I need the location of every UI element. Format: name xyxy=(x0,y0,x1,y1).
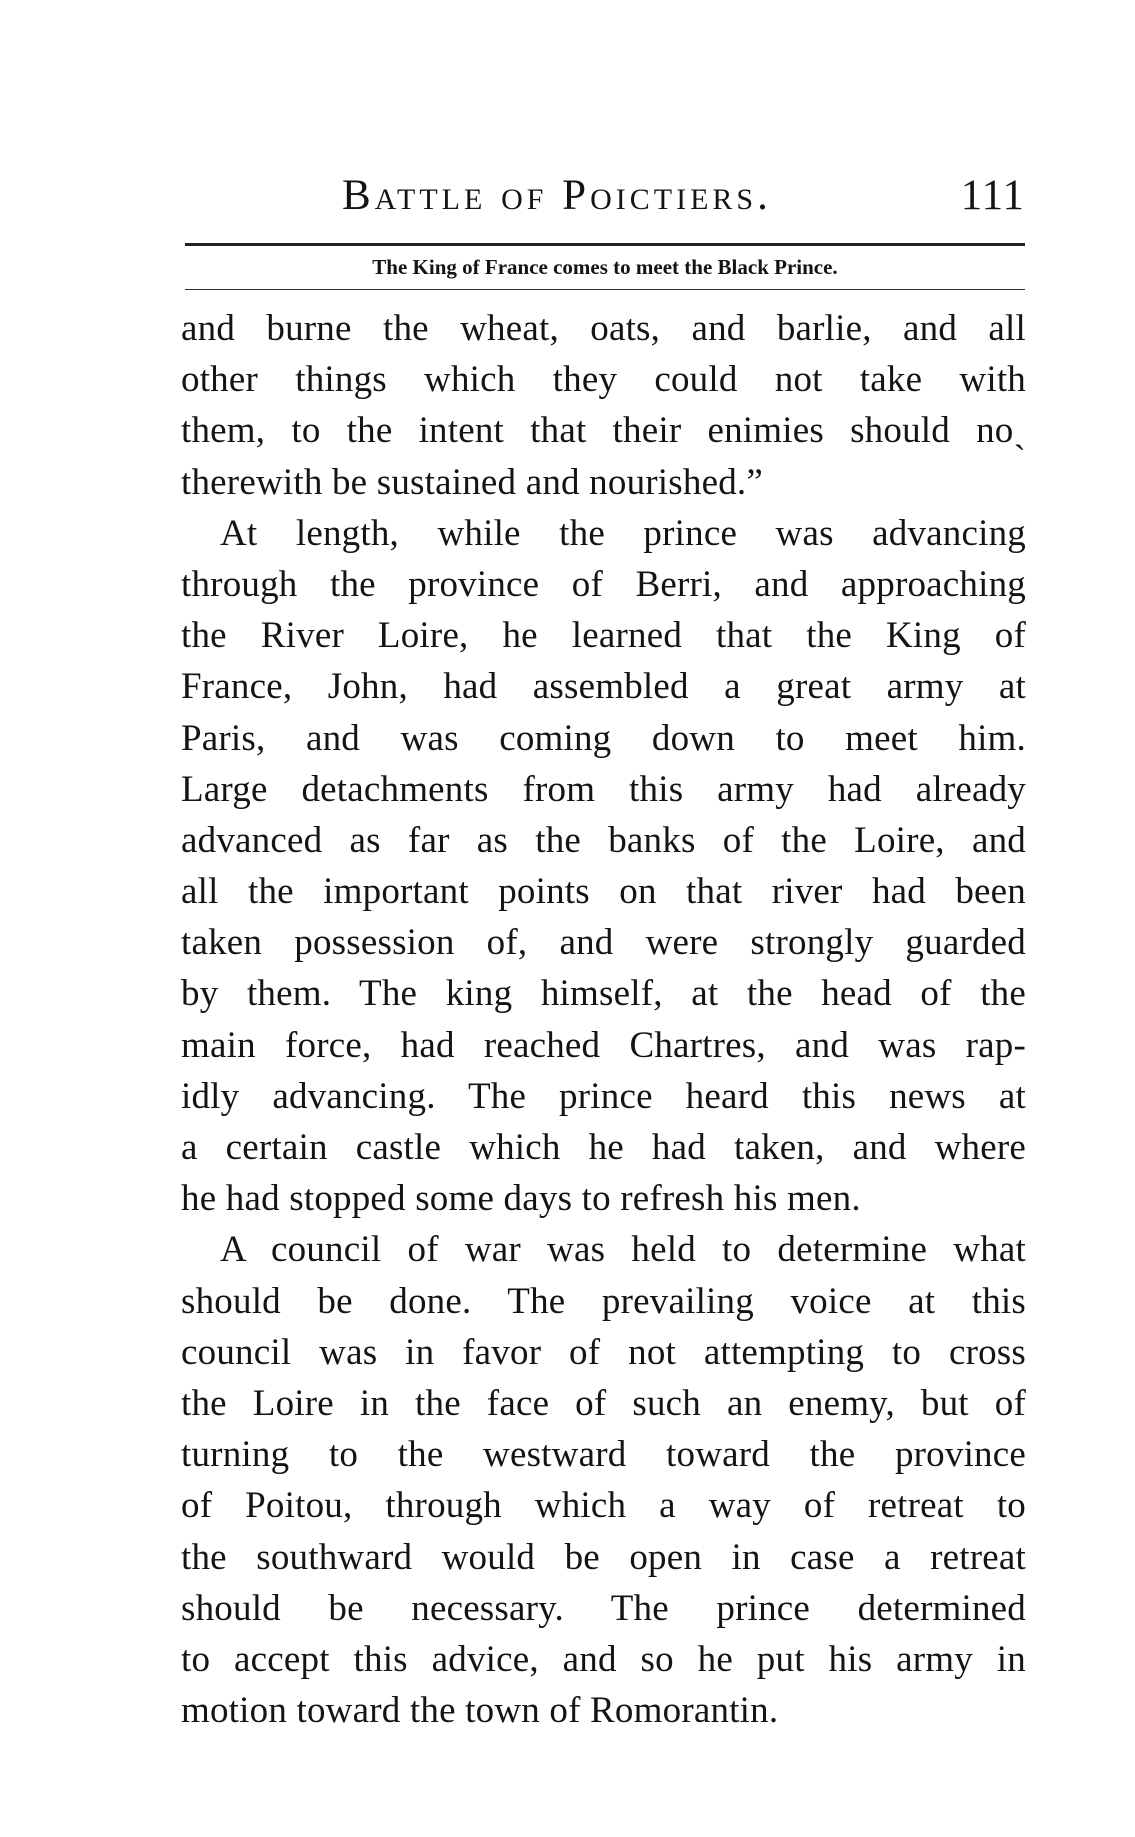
text-line: motion toward the town of Romorantin. xyxy=(181,1690,779,1732)
text-line: turning to the westward toward the province xyxy=(181,1434,1026,1476)
text-line: all the important points on that river had been xyxy=(181,871,1026,913)
text-line: Large detachments from this army had already xyxy=(181,768,1026,810)
running-title: Battle of Poictiers. xyxy=(342,172,772,219)
text-line: therewith be sustained and nourished.” xyxy=(181,461,763,503)
text-line: a certain castle which he had taken, and where xyxy=(181,1127,1026,1168)
text-line: them, to the intent that their enimies should noˎ xyxy=(181,410,1026,452)
text-line: taken possession of, and were strongly guarded xyxy=(181,922,1026,964)
paragraph-3 xyxy=(181,1224,1026,1736)
text-line: by them. The king himself, at the head of the xyxy=(181,973,1026,1015)
body-text xyxy=(181,303,1026,1736)
text-line: advanced as far as the banks of the Loire, and xyxy=(181,819,1026,861)
text-line: he had stopped some days to refresh his men. xyxy=(181,1178,861,1220)
page-header xyxy=(182,168,1025,232)
text-line: At length, while the prince was advancing xyxy=(220,512,1026,554)
text-line: idly advancing. The prince heard this news at xyxy=(181,1075,1026,1117)
text-line: of Poitou, through which a way of retreat to xyxy=(181,1485,1026,1527)
text-line: the River Loire, he learned that the King of xyxy=(181,615,1026,657)
side-note-rule xyxy=(185,289,1025,290)
text-line: A council of war was held to determine what xyxy=(220,1229,1026,1271)
text-line: Paris, and was coming down to meet him. xyxy=(181,717,1026,759)
text-line: to accept this advice, and so he put his army in xyxy=(181,1638,1026,1680)
text-line: council was in favor of not attempting to cross xyxy=(181,1331,1026,1373)
paragraph-1 xyxy=(181,303,1026,508)
text-line: main force, had reached Chartres, and was rap- xyxy=(181,1024,1026,1066)
paragraph-2 xyxy=(181,508,1026,1225)
text-line: through the province of Berri, and approaching xyxy=(181,563,1026,605)
text-line: should be necessary. The prince determined xyxy=(181,1587,1026,1629)
text-line: and burne the wheat, oats, and barlie, and all xyxy=(181,308,1026,349)
side-note: The King of France comes to meet the Black Prince. xyxy=(372,255,838,279)
text-line: should be done. The prevailing voice at this xyxy=(181,1280,1026,1322)
text-line: other things which they could not take with xyxy=(181,359,1026,401)
text-line: France, John, had assembled a great army at xyxy=(181,666,1026,708)
text-line: the southward would be open in case a retreat xyxy=(181,1536,1026,1578)
page-number: 111 xyxy=(960,172,1025,219)
header-rule xyxy=(185,243,1025,246)
text-line: the Loire in the face of such an enemy, but of xyxy=(181,1382,1026,1424)
